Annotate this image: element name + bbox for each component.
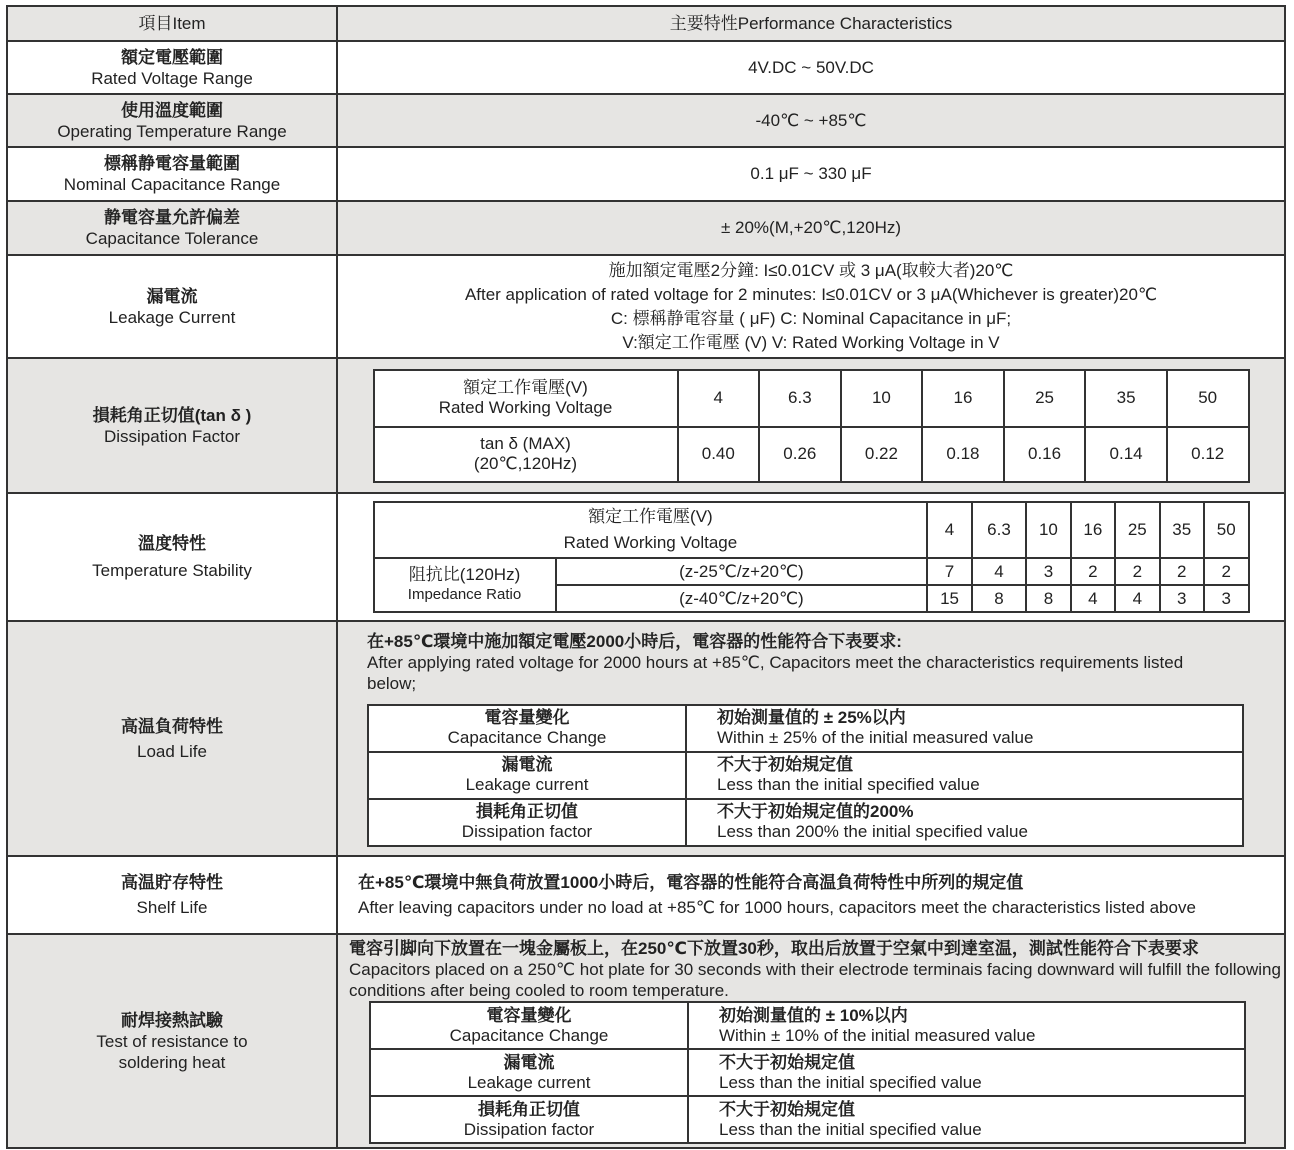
row-shelf-life [8,857,1284,935]
intro-en: Capacitors placed on a 250℃ hot plate for 30 seconds with their electrode terminais facing downward will fulfill the following conditions after being cooled to room temperature. [349,960,1281,1000]
requirement-zh: 不大于初始規定值的200% [717,802,914,821]
requirement-en: Less than 200% the initial specified value [717,822,1028,841]
voltage-cell: 25 [1004,370,1086,427]
impedance-zh: 阻抗比(120Hz) [408,565,521,584]
impedance-en: Impedance Ratio [407,586,522,603]
voltage-cell: 10 [841,370,923,427]
soldering-table [369,1001,1246,1144]
requirement-zh: 不大于初始規定值 [717,755,853,774]
row-dissipation-factor [8,359,1284,494]
temperature-stability-table [373,501,1250,613]
label-en: Operating Temperature Range [57,121,287,141]
criteria-row [370,1049,1245,1096]
criterion-en: Leakage current [467,1072,591,1092]
voltage-cell: 6.3 [759,370,841,427]
label-zh: 高温負荷特性 [121,716,223,736]
ratio-cell: 3 [1026,558,1070,585]
voltage-cell: 25 [1115,502,1159,558]
criterion-en: Capacitance Change [449,1025,609,1045]
ratio-cell: 3 [1160,585,1204,612]
criterion-zh: 電容量變化 [484,708,570,727]
criteria-row [368,799,1243,846]
requirement-en: Within ± 25% of the initial measured value [717,728,1034,747]
dissipation-table [373,369,1250,483]
ratio-cell: 4 [972,558,1026,585]
row-soldering-heat [8,935,1284,1147]
label-en: Capacitance Tolerance [85,229,259,248]
criteria-row [370,1096,1245,1143]
row-tolerance [8,202,1284,256]
label-zh: 損耗角正切值(tan δ ) [92,405,252,425]
criterion-en: Dissipation factor [463,1119,595,1139]
ratio-cell: 2 [1204,558,1249,585]
criterion-zh: 漏電流 [501,755,553,774]
requirement-en: Within ± 10% of the initial measured value [719,1025,1036,1045]
row-label: (z-25℃/z+20℃) [556,558,928,585]
header-en: Rated Working Voltage [563,533,738,552]
voltage-cell: 50 [1204,502,1249,558]
voltage-cell: 16 [922,370,1004,427]
criterion-en: Leakage current [465,775,589,794]
tan-delta-cell: 0.14 [1085,427,1167,482]
label-en: Shelf Life [136,898,208,917]
value: 4V.DC ~ 50V.DC [748,57,874,77]
requirement-zh: 不大于初始規定值 [719,1099,855,1119]
load-life-table [367,704,1244,847]
intro-zh: 電容引脚向下放置在一塊金屬板上，在250℃下放置30秒，取出后放置于空氣中到達室温，測試性能符合下表要求 [349,939,1199,958]
label-en: Nominal Capacitance Range [63,175,281,194]
label-zh: 使用溫度範圍 [121,100,223,120]
label-en: Load Life [137,741,207,761]
voltage-cell: 10 [1026,502,1070,558]
leakage-line: 施加額定電壓2分鐘: I≤0.01CV 或 3 μA(取較大者)20℃ [608,260,1014,280]
label-zh: 耐焊接熱試驗 [121,1010,223,1030]
leakage-line: V:額定工作電壓 (V) V: Rated Working Voltage in V [622,332,1000,352]
criterion-zh: 電容量變化 [486,1005,572,1025]
tan-delta-cell: 0.16 [1004,427,1086,482]
label-en: soldering heat [118,1052,226,1072]
leakage-line: C: 標稱静電容量 ( μF) C: Nominal Capacitance in μF; [610,308,1012,328]
row-temperature-stability [8,494,1284,622]
voltage-cell: 16 [1071,502,1115,558]
ratio-cell: 7 [927,558,971,585]
label-en: Temperature Stability [92,561,252,580]
header-row [8,7,1284,42]
criterion-zh: 損耗角正切值 [478,1099,580,1119]
tan-delta-label: tan δ (MAX) [480,434,571,453]
requirement-en: Less than the initial specified value [719,1119,982,1139]
tan-delta-cell: 0.12 [1167,427,1249,482]
ratio-cell: 2 [1071,558,1115,585]
text-zh: 在+85℃環境中無負荷放置1000小時后，電容器的性能符合高温負荷特性中所列的規定值 [358,873,1024,892]
tan-delta-cell: 0.22 [841,427,923,482]
tan-delta-cell: 0.26 [759,427,841,482]
tan-delta-cell: 0.18 [922,427,1004,482]
intro-zh: 在+85℃環境中施加額定電壓2000小時后，電容器的性能符合下表要求: [367,631,902,651]
requirement-zh: 初始測量值的 ± 10%以内 [719,1005,908,1025]
ratio-cell: 8 [1026,585,1070,612]
criteria-row [368,752,1243,799]
ratio-cell: 15 [927,585,971,612]
text-en: After leaving capacitors under no load at +85℃ for 1000 hours, capacitors meet the characteristics listed above [358,898,1196,917]
label-zh: 溫度特性 [138,534,206,553]
ratio-cell: 2 [1115,558,1159,585]
row-capacitance-range [8,148,1284,202]
label-zh: 漏電流 [146,286,198,306]
criterion-zh: 損耗角正切值 [476,802,578,821]
label-en: Test of resistance to [96,1031,248,1051]
header-performance: 主要特性Performance Characteristics [669,13,953,33]
voltage-cell: 4 [678,370,760,427]
ratio-cell: 3 [1204,585,1249,612]
header-item: 項目Item [8,7,338,40]
ratio-cell: 2 [1160,558,1204,585]
header-en: Rated Working Voltage [438,398,613,417]
requirement-en: Less than the initial specified value [717,775,980,794]
leakage-line: After application of rated voltage for 2 minutes: I≤0.01CV or 3 μA(Whichever is greater)20℃ [464,284,1158,304]
label-en: Leakage Current [108,307,236,327]
requirement-zh: 初始測量值的 ± 25%以内 [717,708,906,727]
criterion-zh: 漏電流 [503,1052,555,1072]
row-leakage-current [8,256,1284,359]
voltage-cell: 35 [1085,370,1167,427]
label-zh: 標稱静電容量範圍 [104,154,240,173]
voltage-cell: 4 [927,502,971,558]
value: 0.1 μF ~ 330 μF [750,164,872,183]
requirement-zh: 不大于初始規定值 [719,1052,855,1072]
value: ± 20%(M,+20℃,120Hz) [720,218,902,237]
row-rated-voltage [8,42,1284,95]
voltage-cell: 35 [1160,502,1204,558]
spec-table [6,5,1286,1149]
ratio-cell: 4 [1071,585,1115,612]
label-zh: 高温貯存特性 [121,873,223,892]
header-zh: 額定工作電壓(V) [588,507,713,526]
label-en: Rated Voltage Range [91,68,253,88]
intro-en: After applying rated voltage for 2000 hours at +85℃, Capacitors meet the characteristics requirements listed below; [367,652,1184,693]
criteria-row [368,705,1243,752]
voltage-cell: 50 [1167,370,1249,427]
row-load-life [8,622,1284,857]
criterion-en: Dissipation factor [461,822,593,841]
criterion-en: Capacitance Change [447,728,607,747]
tan-delta-condition: (20℃,120Hz) [473,454,578,473]
ratio-cell: 8 [972,585,1026,612]
value: -40℃ ~ +85℃ [755,110,867,130]
voltage-cell: 6.3 [972,502,1026,558]
ratio-cell: 4 [1115,585,1159,612]
tan-delta-cell: 0.40 [678,427,760,482]
label-zh: 額定電壓範圍 [121,47,223,67]
row-operating-temperature [8,95,1284,148]
header-zh: 額定工作電壓(V) [463,378,588,397]
label-en: Dissipation Factor [103,426,241,446]
criteria-row [370,1002,1245,1049]
row-label: (z-40℃/z+20℃) [556,585,928,612]
requirement-en: Less than the initial specified value [719,1072,982,1092]
label-zh: 静電容量允許偏差 [104,208,240,227]
